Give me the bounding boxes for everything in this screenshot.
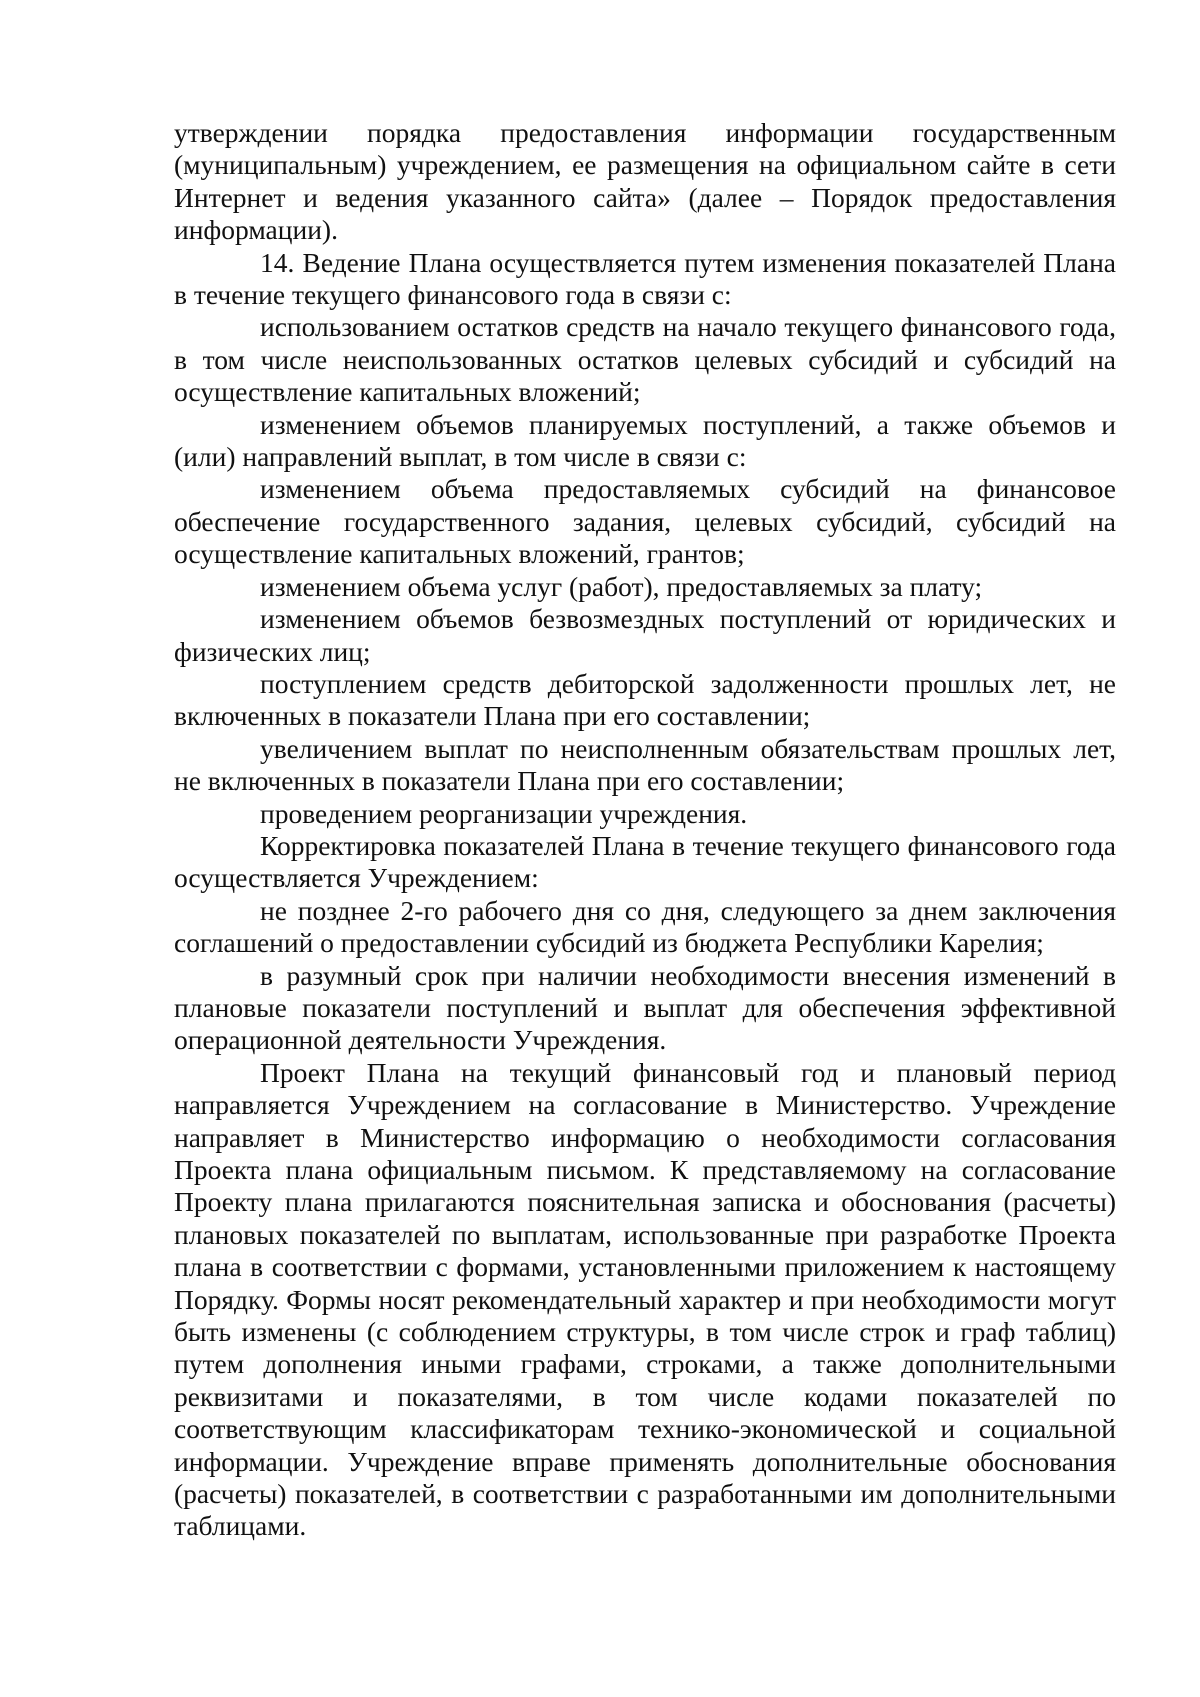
paragraph-receivables: поступлением средств дебиторской задолженности прошлых лет, не включенных в показатели Плана при его составлении; (174, 667, 1116, 732)
paragraph-plan-approval: Проект Плана на текущий финансовый год и плановый период направляется Учреждением на согласование в Министерство. Учреждение направляет в Министерство информацию о необходимости согласования Проекта плана официальным письмом. К представляемому на согласование Проекту плана прилагаются пояснительная записка и обоснования (расчеты) плановых показателей по выплатам, использованные при разработке Проекта плана в соответствии с формами, установленными приложением к настоящему Порядку. Формы носят рекомендательный характер и при необходимости могут быть изменены (с соблюдением структуры, в том числе строк и граф таблиц) путем дополнения иными графами, строками, а также дополнительными реквизитами и показателями, в том числе кодами показателей по соответствующим классификаторам технико-экономической и социальной информации. Учреждение вправе применять дополнительные обоснования (расчеты) показателей, в соответствии с разработанными им дополнительными таблицами. (174, 1056, 1116, 1542)
paragraph-continuation: утверждении порядка предоставления информации государственным (муниципальным) учреждением, ее размещения на официальном сайте в сети Интернет и ведения указанного сайта» (далее – Порядок предоставления информации). (174, 117, 1116, 246)
document-body (174, 117, 1116, 1543)
paragraph-gratuitous-receipts: изменением объемов безвозмездных поступлений от юридических и физических лиц; (174, 603, 1116, 667)
paragraph-item-14: 14. Ведение Плана осуществляется путем изменения показателей Плана в течение текущего финансового года в связи с: (174, 246, 1116, 311)
paragraph-correction-reasonable-term: в разумный срок при наличии необходимости внесения изменений в плановые показатели поступлений и выплат для обеспечения эффективной операционной деятельности Учреждения. (174, 959, 1116, 1056)
paragraph-correction: Корректировка показателей Плана в течение текущего финансового года осуществляется Учреждением: (174, 829, 1116, 894)
paragraph-paid-services: изменением объема услуг (работ), предоставляемых за плату; (260, 570, 983, 602)
paragraph-correction-deadline: не позднее 2-го рабочего дня со дня, следующего за днем заключения соглашений о предоставлении субсидий из бюджета Республики Карелия; (174, 894, 1116, 959)
paragraph-unfulfilled-obligations: увеличением выплат по неисполненным обязательствам прошлых лет, не включенных в показатели Плана при его составлении; (174, 732, 1116, 797)
paragraph-planned-receipts: изменением объемов планируемых поступлений, а также объемов и (или) направлений выплат, в том числе в связи с: (174, 408, 1116, 473)
paragraph-remaining-funds: использованием остатков средств на начало текущего финансового года, в том числе неиспользованных остатков целевых субсидий и субсидий на осуществление капитальных вложений; (174, 311, 1116, 408)
paragraph-subsidies-volume: изменением объема предоставляемых субсидий на финансовое обеспечение государственного задания, целевых субсидий, субсидий на осуществление капитальных вложений, грантов; (174, 473, 1116, 570)
paragraph-reorganization: проведением реорганизации учреждения. (260, 797, 748, 829)
